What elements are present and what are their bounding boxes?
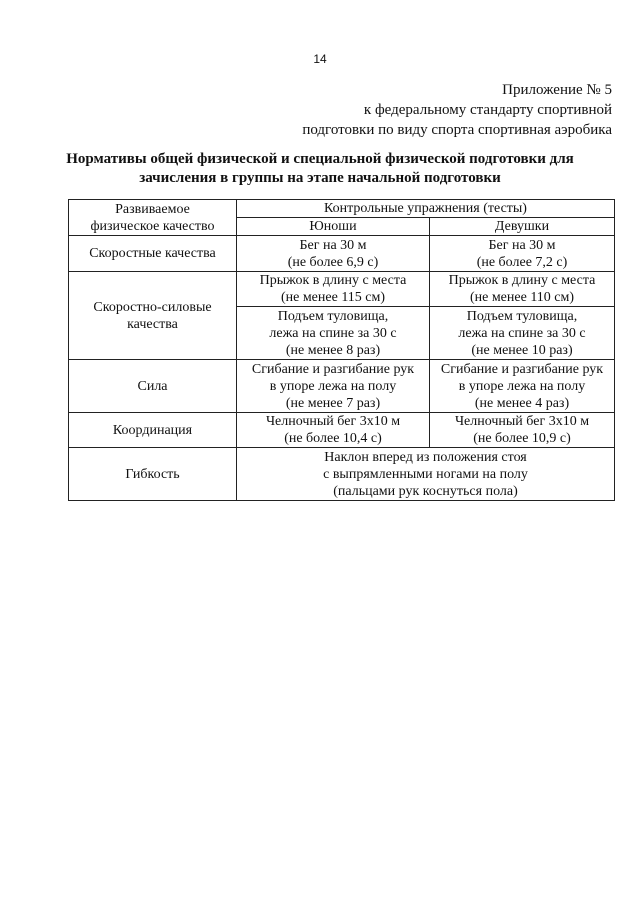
girls-norm-cell: Подъем туловища, лежа на спине за 30 с (не менее 10 раз) <box>430 307 615 360</box>
boys-norm-cell: Бег на 30 м (не более 6,9 с) <box>237 236 430 272</box>
header-girls: Девушки <box>430 218 615 236</box>
header-quality: Развиваемое физическое качество <box>69 200 237 236</box>
table-row <box>69 360 615 413</box>
girls-norm-cell: Сгибание и разгибание рук в упоре лежа на полу (не менее 4 раз) <box>430 360 615 413</box>
appendix-line-1: Приложение № 5 <box>502 82 612 98</box>
boys-norm-cell: Подъем туловища, лежа на спине за 30 с (не менее 8 раз) <box>237 307 430 360</box>
girls-norm-cell: Челночный бег 3х10 м (не более 10,9 с) <box>430 413 615 448</box>
quality-cell: Скоростные качества <box>69 236 237 272</box>
norms-table <box>68 199 615 501</box>
table-row <box>69 272 615 307</box>
appendix-line-2: к федеральному стандарту спортивной <box>363 102 612 118</box>
table-header-row <box>69 200 615 218</box>
boys-norm-cell: Челночный бег 3х10 м (не более 10,4 с) <box>237 413 430 448</box>
boys-norm-cell: Прыжок в длину с места (не менее 115 см) <box>237 272 430 307</box>
boys-norm-cell: Сгибание и разгибание рук в упоре лежа на полу (не менее 7 раз) <box>237 360 430 413</box>
girls-norm-cell: Бег на 30 м (не более 7,2 с) <box>430 236 615 272</box>
table-row <box>69 448 615 501</box>
shared-norm-cell: Наклон вперед из положения стоя с выпрямленными ногами на полу (пальцами рук коснуться пола) <box>237 448 615 501</box>
quality-cell: Гибкость <box>69 448 237 501</box>
quality-cell: Сила <box>69 360 237 413</box>
table-row <box>69 413 615 448</box>
page-number: 14 <box>313 52 327 66</box>
header-tests: Контрольные упражнения (тесты) <box>237 200 615 218</box>
document-title <box>40 150 600 188</box>
table-row <box>69 236 615 272</box>
appendix-line-3: подготовки по виду спорта спортивная аэробика <box>302 122 612 138</box>
appendix-header <box>302 80 612 140</box>
girls-norm-cell: Прыжок в длину с места (не менее 110 см) <box>430 272 615 307</box>
header-boys: Юноши <box>237 218 430 236</box>
quality-cell: Скоростно-силовые качества <box>69 272 237 360</box>
title-line-1: Нормативы общей физической и специальной физической подготовки для <box>66 151 574 167</box>
title-line-2: зачисления в группы на этапе начальной подготовки <box>139 170 501 186</box>
quality-cell: Координация <box>69 413 237 448</box>
